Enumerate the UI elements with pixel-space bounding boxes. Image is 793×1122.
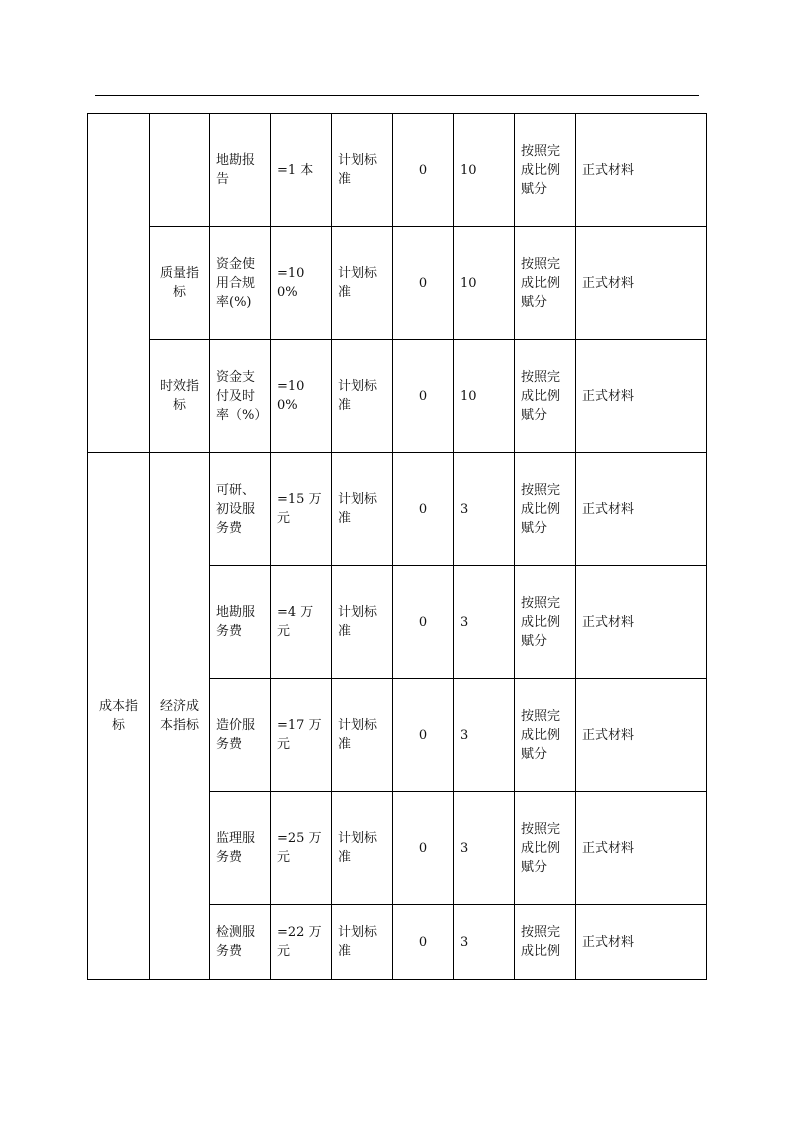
standard-cell: 计划标准 bbox=[332, 453, 393, 566]
evidence-source-cell: 正式材料 bbox=[576, 227, 707, 340]
scoring-rule-cell: 按照完成比例 bbox=[515, 905, 576, 980]
second-level-indicator-cell: 质量指标 bbox=[150, 227, 210, 340]
target-value-cell: =17 万元 bbox=[271, 679, 332, 792]
scoring-rule-cell: 按照完成比例赋分 bbox=[515, 114, 576, 227]
target-value-cell: =15 万元 bbox=[271, 453, 332, 566]
score-cell: 3 bbox=[454, 679, 515, 792]
metric-cell: 造价服务费 bbox=[210, 679, 271, 792]
score-cell: 3 bbox=[454, 453, 515, 566]
second-level-indicator-cell bbox=[150, 114, 210, 227]
target-value-cell: =4 万元 bbox=[271, 566, 332, 679]
min-cell: 0 bbox=[393, 679, 454, 792]
scoring-rule-cell: 按照完成比例赋分 bbox=[515, 453, 576, 566]
target-value-cell: =22 万元 bbox=[271, 905, 332, 980]
score-cell: 3 bbox=[454, 792, 515, 905]
min-cell: 0 bbox=[393, 905, 454, 980]
scoring-rule-cell: 按照完成比例赋分 bbox=[515, 227, 576, 340]
evidence-source-cell: 正式材料 bbox=[576, 792, 707, 905]
standard-cell: 计划标准 bbox=[332, 566, 393, 679]
scoring-rule-cell: 按照完成比例赋分 bbox=[515, 792, 576, 905]
metric-cell: 地勘报告 bbox=[210, 114, 271, 227]
min-cell: 0 bbox=[393, 340, 454, 453]
evidence-source-cell: 正式材料 bbox=[576, 114, 707, 227]
table-row bbox=[88, 114, 707, 227]
table-row bbox=[88, 453, 707, 566]
metric-cell: 监理服务费 bbox=[210, 792, 271, 905]
metric-cell: 资金支付及时率（%） bbox=[210, 340, 271, 453]
standard-cell: 计划标准 bbox=[332, 792, 393, 905]
score-cell: 10 bbox=[454, 340, 515, 453]
score-cell: 10 bbox=[454, 114, 515, 227]
min-cell: 0 bbox=[393, 453, 454, 566]
metric-cell: 地勘服务费 bbox=[210, 566, 271, 679]
min-cell: 0 bbox=[393, 566, 454, 679]
evidence-source-cell: 正式材料 bbox=[576, 453, 707, 566]
metric-cell: 资金使用合规率(%) bbox=[210, 227, 271, 340]
evidence-source-cell: 正式材料 bbox=[576, 340, 707, 453]
scoring-rule-cell: 按照完成比例赋分 bbox=[515, 679, 576, 792]
standard-cell: 计划标准 bbox=[332, 114, 393, 227]
score-cell: 3 bbox=[454, 566, 515, 679]
min-cell: 0 bbox=[393, 227, 454, 340]
first-level-indicator-cell bbox=[88, 114, 150, 453]
target-value-cell: =100% bbox=[271, 227, 332, 340]
min-cell: 0 bbox=[393, 792, 454, 905]
target-value-cell: =1 本 bbox=[271, 114, 332, 227]
score-cell: 10 bbox=[454, 227, 515, 340]
first-level-indicator-cell: 成本指标 bbox=[88, 453, 150, 980]
standard-cell: 计划标准 bbox=[332, 227, 393, 340]
standard-cell: 计划标准 bbox=[332, 905, 393, 980]
min-cell: 0 bbox=[393, 114, 454, 227]
standard-cell: 计划标准 bbox=[332, 679, 393, 792]
metric-cell: 检测服务费 bbox=[210, 905, 271, 980]
second-level-indicator-cell: 时效指标 bbox=[150, 340, 210, 453]
table-row bbox=[88, 340, 707, 453]
indicator-table bbox=[87, 113, 707, 980]
header-rule bbox=[95, 95, 699, 96]
second-level-indicator-cell: 经济成本指标 bbox=[150, 453, 210, 980]
scoring-rule-cell: 按照完成比例赋分 bbox=[515, 566, 576, 679]
metric-cell: 可研、初设服务费 bbox=[210, 453, 271, 566]
score-cell: 3 bbox=[454, 905, 515, 980]
evidence-source-cell: 正式材料 bbox=[576, 679, 707, 792]
scoring-rule-cell: 按照完成比例赋分 bbox=[515, 340, 576, 453]
evidence-source-cell: 正式材料 bbox=[576, 566, 707, 679]
target-value-cell: =25 万元 bbox=[271, 792, 332, 905]
target-value-cell: =100% bbox=[271, 340, 332, 453]
table-row bbox=[88, 227, 707, 340]
standard-cell: 计划标准 bbox=[332, 340, 393, 453]
evidence-source-cell: 正式材料 bbox=[576, 905, 707, 980]
